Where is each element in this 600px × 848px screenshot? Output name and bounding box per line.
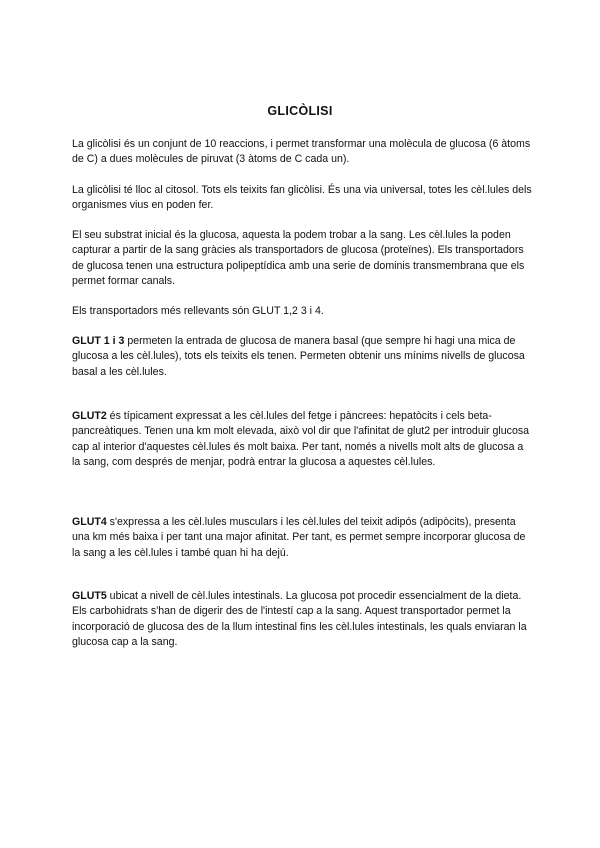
page-title: GLICÒLISI xyxy=(267,104,333,118)
paragraph-glut2: GLUT2 és típicament expressat a les cèl.lules del fetge i pàncrees: hepatòcits i cels beta-pancreàtiques. Tenen una km molt elevada, això vol dir que l'afinitat de glut2 per introduir glucosa cap al interior d'aquestes cèl.lules és molt baixa. Per tant, només a nivells molt alts de glucosa a la sang, com després de menjar, podrà entrar la glucosa a aquestes cèl.lules. xyxy=(72,410,530,469)
paragraph-glut4: GLUT4 s'expressa a les cèl.lules musculars i les cèl.lules del teixit adipós (adipòcits), presenta una km més baixa i per tant una major afinitat. Per tant, es permet sempre incorporar glucosa de la sang a les cèl.lules i també quan hi ha dejú. xyxy=(72,516,526,559)
paragraph-substrate: El seu substrat inicial és la glucosa, aquesta la podem trobar a la sang. Les cèl.lules la poden capturar a partir de la sang gràcies als transportadors de glucosa (proteïnes). Els transportadors de glucosa tenen una estructura polipeptídica amb una serie de dominis transmembrana que els permet formar canals. xyxy=(72,229,525,288)
paragraph-location: La glicòlisi té lloc al citosol. Tots els teixits fan glicòlisi. És una via universal, totes les cèl.lules dels organismes vius en poden fer. xyxy=(72,184,532,212)
paragraph-intro: La glicòlisi és un conjunt de 10 reaccions, i permet transformar una molècula de glucosa (6 àtoms de C) a dues molècules de piruvat (3 àtoms de C cada un). xyxy=(72,138,531,166)
paragraph-glut5: GLUT5 ubicat a nivell de cèl.lules intestinals. La glucosa pot procedir essencialment de la dieta. Els carbohidrats s'han de digerir des de l'intestí cap a la sang. Aquest transportador permet la incorporació de glucosa des de la llum intestinal fins les cèl.lules intestinals, les quals enviaran la glucosa cap a la sang. xyxy=(72,590,527,649)
glut1-3-heading: GLUT 1 i 3 xyxy=(72,335,125,347)
paragraph-transporters: Els transportadors més rellevants són GLUT 1,2 3 i 4. xyxy=(72,305,324,317)
glut5-heading: GLUT5 xyxy=(72,590,107,602)
glut4-heading: GLUT4 xyxy=(72,516,107,528)
glut2-heading: GLUT2 xyxy=(72,410,107,422)
paragraph-glut1-3: GLUT 1 i 3 permeten la entrada de glucosa de manera basal (que sempre hi hagi una mica de glucosa a les cèl.lules), tots els teixits els tenen. Permeten obtenir uns mínims nivells de glucosa basal a les cèl.lules. xyxy=(72,335,525,378)
